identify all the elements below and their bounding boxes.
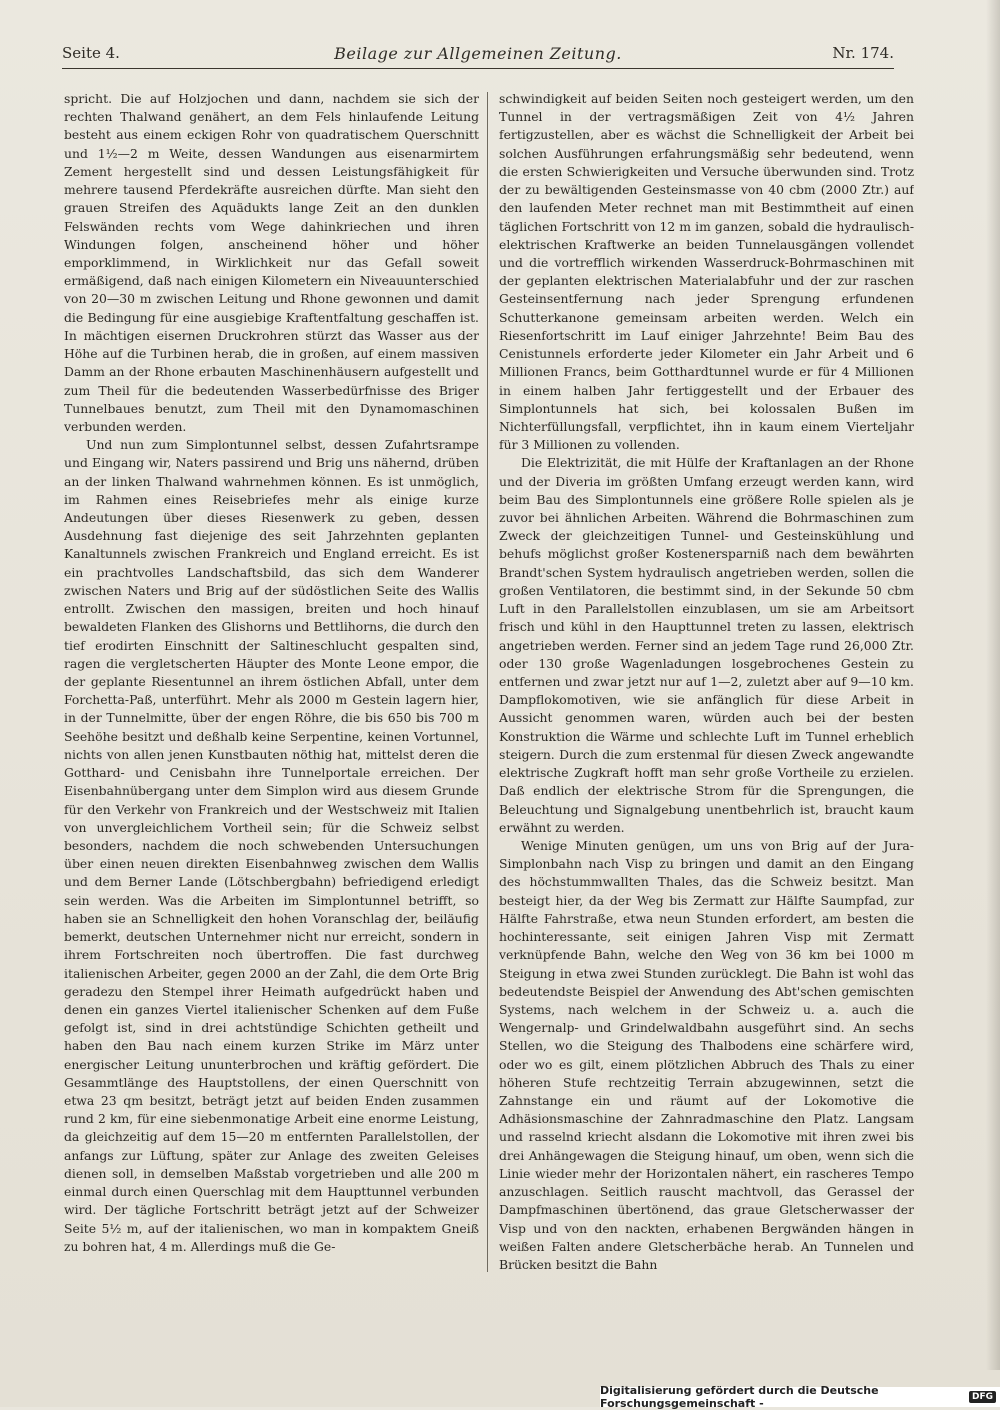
column-divider: [487, 92, 488, 1272]
footer-text: Digitalisierung gefördert durch die Deutsche Forschungsgemeinschaft -: [600, 1384, 879, 1410]
page-header: [62, 38, 894, 66]
paragraph: Wenige Minuten genügen, um uns von Brig auf der Jura-Simplonbahn nach Visp zu bringen und damit an den Eingang des höchstummwallten Thales, das die Schweiz besitzt. Man besteigt hier, da der Weg bis Zermatt zur Hälfte Saumpfad, zur Hälfte Fahrstraße, etwa neun Stunden erfordert, am besten die hochinteressante, seit einigen Jahren Visp mit Zermatt verknüpfende Bahn, welche den Weg von 36 km bei 1000 m Steigung in etwa zwei Stunden zurücklegt. Die Bahn ist wohl das bedeutendste Beispiel der Anwendung des Abt'schen gemischten Systems, nach welchem in der Schweiz u. a. auch die Wengernalp- und Grindelwaldbahn ausgeführt sind. An sechs Stellen, wo die Steigung des Thalbodens eine schärfere wird, oder wo es gilt, einem plötzlichen Abbruch des Thals zu einer höheren Stufe rechtzeitig Terrain abzugewinnen, setzt die Zahnstange ein und räumt auf der Lokomotive die Adhäsionsmaschine der Zahnradmaschine den Platz. Langsam und rasselnd kriecht alsdann die Lokomotive mit ihren zwei bis drei Anhängewagen die Steigung hinauf, um oben, wenn sich die Linie wieder mehr der Horizontalen nähert, ein rascheres Tempo anzuschlagen. Seitlich rauscht machtvoll, das Gerassel der Dampfmaschinen übertönend, das graue Gletscherwasser der Visp und von den nackten, erhabenen Bergwänden hängen in weißen Falten andere Gletscherbäche herab. An Tunnelen und Brücken besitzt die Bahn: [499, 837, 914, 1272]
dfg-logo: DFG: [969, 1391, 996, 1403]
paragraph: schwindigkeit auf beiden Seiten noch gesteigert werden, um den Tunnel in der vertragsmäßigen Zeit von 4½ Jahren fertigzustellen, aber es wächst die Schnelligkeit der Arbeit bei solchen Ausführungen erfahrungsmäßig sehr bedeutend, wenn die ersten Schwierigkeiten und Versuche überwunden sind. Trotz der zu bewältigenden Gesteinsmasse von 40 cbm (2000 Ztr.) auf den laufenden Meter rechnet man mit Bestimmtheit auf einen täglichen Fortschritt von 12 m im ganzen, sobald die hydraulisch-elektrischen Kraftwerke an beiden Tunnelausgängen vollendet und die vortrefflich wirkenden Wasserdruck-Bohrmaschinen mit der geplanten elektrischen Materialabfuhr und der zur raschen Gesteinsentfernung nach jeder Sprengung erfundenen Schutterkanone gemeinsam arbeiten werden. Welch ein Riesenfortschritt im Lauf einiger Jahrzehnte! Beim Bau des Cenistunnels erforderte jeder Kilometer ein Jahr Arbeit und 6 Millionen Francs, beim Gotthardtunnel wurde er für 4 Millionen in einem halben Jahr fertiggestellt und der Erbauer des Simplontunnels hat sich, bei kolossalen Bußen im Nichterfüllungsfall, verpflichtet, ihn in kaum einem Vierteljahr für 3 Millionen zu vollenden.: [499, 91, 914, 453]
page-edge-shadow: [986, 0, 1000, 1370]
publication-title: Beilage zur Allgemeinen Zeitung.: [334, 44, 622, 63]
paragraph: Die Elektrizität, die mit Hülfe der Kraftanlagen an der Rhone und der Diveria im größten Umfang erzeugt werden kann, wird beim Bau des Simplontunnels eine größere Rolle spielen als je zuvor bei ähnlichen Arbeiten. Während die Bohrmaschinen zum Zweck der gleichzeitigen Tunnel- und Gesteinskühlung und behufs möglichst großer Kostenersparniß nach dem bewährten Brandt'schen System hydraulisch angetrieben werden, sollen die großen Ventilatoren, die bestimmt sind, in der Sekunde 50 cbm Luft in den Parallelstollen einzublasen, um sie am Arbeitsort frisch und kühl in den Haupttunnel treten zu lassen, elektrisch angetrieben werden. Ferner sind an jedem Tage rund 26,000 Ztr. oder 130 große Wagenladungen losgebrochenes Gestein zu entfernen und zwar jetzt nur auf 1—2, zuletzt aber auf 9—10 km. Dampflokomotiven, wie sie anfänglich für diese Arbeit in Aussicht genommen waren, würden auch bei der besten Konstruktion die Wärme und schlechte Luft im Tunnel erheblich steigern. Durch die zum erstenmal für diesen Zweck angewandte elektrische Zugkraft hofft man sehr große Vortheile zu erzielen. Daß endlich der elektrische Strom für die Sprengungen, die Beleuchtung und Signalgebung unentbehrlich ist, braucht kaum erwähnt zu werden.: [499, 455, 914, 835]
issue-number: Nr. 174.: [832, 44, 894, 62]
digitization-footer: [600, 1384, 1000, 1410]
paragraph: spricht. Die auf Holzjochen und dann, nachdem sie sich der rechten Thalwand genähert, an dem Fels hinlaufende Leitung besteht aus einem eckigen Rohr von quadratischem Querschnitt und 1½—2 m Weite, dessen Wandungen aus eisenarmirtem Zement hergestellt sind und dessen Leistungsfähigkeit für mehrere tausend Pferdekräfte ausreichen dürfte. Man sieht den grauen Streifen des Aquädukts lange Zeit an den dunklen Felswänden rechts vom Wege dahinkriechen und ihren Windungen folgen, anscheinend höher und höher emporklimmend, in Wirklichkeit nur das Gefall soweit ermäßigend, daß nach einigen Kilometern ein Niveauunterschied von 20—30 m zwischen Leitung und Rhone gewonnen und damit die Bedingung für eine ausgiebige Kraftentfaltung geschaffen ist. In mächtigen eisernen Druckrohren stürzt das Wasser aus der Höhe auf die Turbinen herab, die in großen, auf einem massiven Damm an der Rhone erbauten Maschinenhäusern aufgestellt und zum Theil für die bedeutenden Wasserbedürfnisse des Briger Tunnelbaues benutzt, zum Theil mit den Dynamomaschinen verbunden werden.: [64, 91, 479, 434]
text-column-right: [499, 90, 914, 1272]
page-number: Seite 4.: [62, 44, 120, 62]
paragraph: Und nun zum Simplontunnel selbst, dessen Zufahrtsrampe und Eingang wir, Naters passirend und Brig uns nähernd, drüben an der linken Thalwand wahrnehmen können. Es ist unmöglich, im Rahmen eines Reisebriefes mehr als einige kurze Andeutungen über dieses Riesenwerk zu geben, dessen Ausdehnung fast diejenige des seit Jahrzehnten geplanten Kanaltunnels zwischen Frankreich und England erreicht. Es ist ein prachtvolles Landschaftsbild, das sich dem Wanderer zwischen Naters und Brig auf der südöstlichen Seite des Wallis entrollt. Zwischen den massigen, breiten und hoch hinauf bewaldeten Flanken des Glishorns und Bettlihorns, die durch den tief erodirten Einschnitt der Saltineschlucht gespalten sind, ragen die vergletscherten Häupter des Monte Leone empor, die der geplante Riesentunnel an ihrem östlichen Abfall, unter dem Forchetta-Paß, unterführt. Mehr als 2000 m Gestein lagern hier, in der Tunnelmitte, über der engen Röhre, die bis 650 bis 700 m Seehöhe besitzt und deßhalb keine Serpentine, keinen Vortunnel, nichts von allen jenen Kunstbauten nöthig hat, mittelst deren die Gotthard- und Cenisbahn ihre Tunnelportale erreichen. Der Eisenbahnübergang unter dem Simplon wird aus diesem Grunde für den Verkehr von Frankreich und der Westschweiz mit Italien von unvergleichlichem Vortheil sein; für die Schweiz selbst besonders, nachdem die noch schwebenden Untersuchungen über einen neuen direkten Eisenbahnweg zwischen dem Wallis und dem Berner Lande (Lötschbergbahn) befriedigend erledigt sein werden. Was die Arbeiten im Simplontunnel betrifft, so haben sie an Schnelligkeit den hohen Voranschlag der, beiläufig bemerkt, deutschen Unternehmer nicht nur erreicht, sondern in ihrem Fortschreiten noch übertroffen. Die fast durchweg italienischen Arbeiter, gegen 2000 an der Zahl, die dem Orte Brig geradezu den Stempel ihrer Heimath aufgedrückt haben und denen ein ganzes Viertel italienischer Schenken auf dem Fuße gefolgt ist, sind in drei achtstündige Schichten getheilt und haben den Bau nach einem kurzen Strike im März unter energischer Leitung ununterbrochen und kräftig gefördert. Die Gesammtlänge des Hauptstollens, der einen Querschnitt von etwa 23 qm besitzt, beträgt jetzt auf beiden Enden zusammen rund 2 km, für eine siebenmonatige Arbeit eine enorme Leistung, da gleichzeitig auf dem 15—20 m entfernten Parallelstollen, der anfangs zur Lüftung, später zur Anlage des zweiten Geleises dienen soll, in demselben Maßstab vorgetrieben und alle 200 m einmal durch einen Querschlag mit dem Haupttunnel verbunden wird. Der tägliche Fortschritt beträgt jetzt auf der Schweizer Seite 5½ m, auf der italienischen, wo man in kompaktem Gneiß zu bohren hat, 4 m. Allerdings muß die Ge-: [64, 437, 479, 1254]
text-column-left: [64, 90, 479, 1272]
header-rule: [62, 68, 894, 69]
